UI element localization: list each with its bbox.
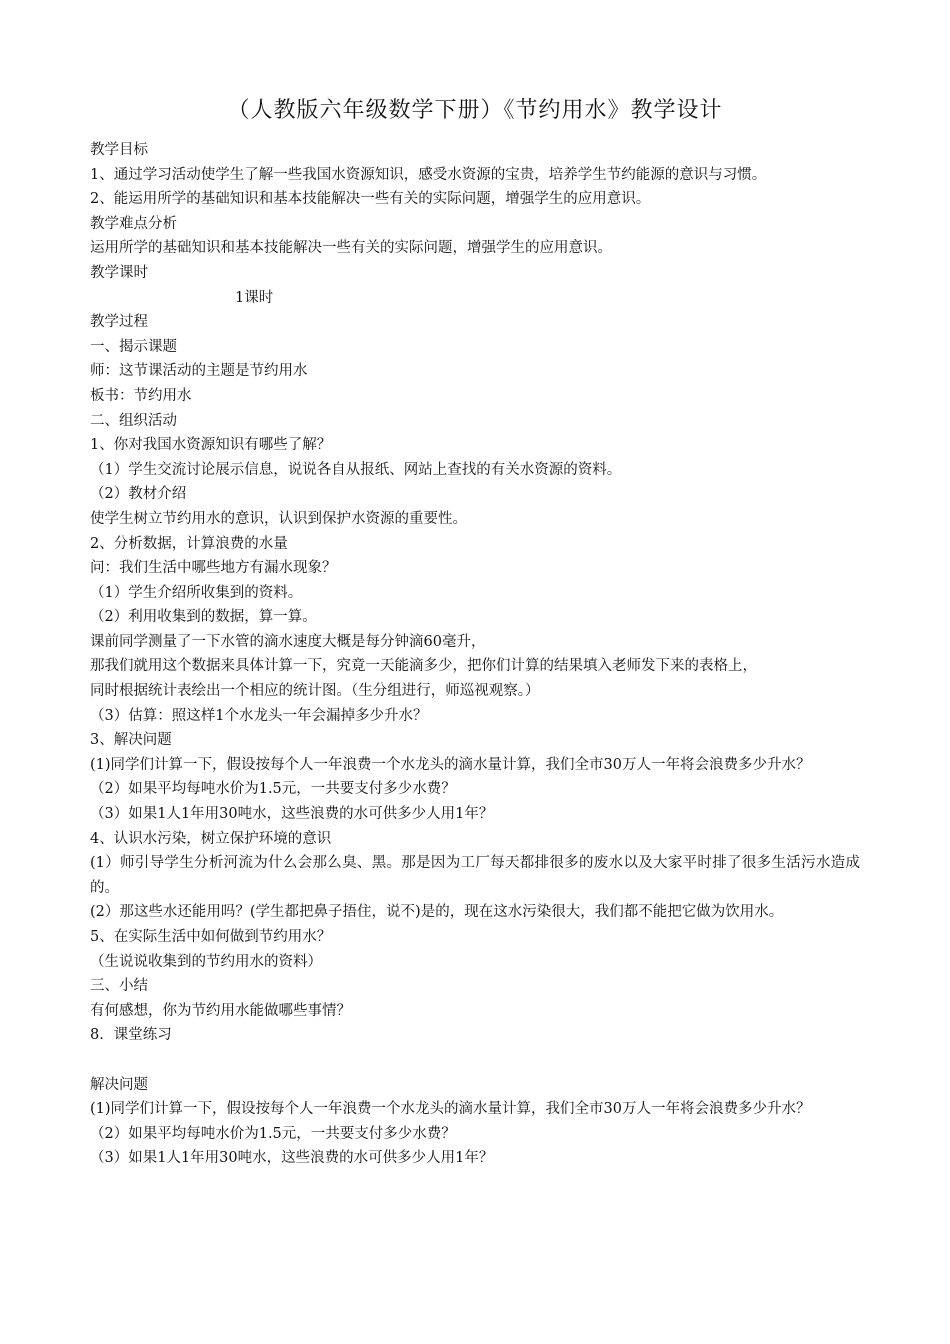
paragraph: （3）估算：照这样1个水龙头一年会漏掉多少升水？ <box>90 707 428 724</box>
paragraph: 有何感想，你为节约用水能做哪些事情？ <box>90 1002 351 1019</box>
paragraph: 问：我们生活中哪些地方有漏水现象？ <box>90 560 337 577</box>
paragraph: （3）如果1人1年用30吨水，这些浪费的水可供多少人用1年？ <box>90 806 494 823</box>
paragraph: 板书：节约用水 <box>90 387 192 404</box>
paragraph: 1、你对我国水资源知识有哪些了解？ <box>90 437 332 454</box>
paragraph: （2）利用收集到的数据，算一算。 <box>90 609 317 626</box>
paragraph: (2）那这些水还能用吗？(学生都把鼻子捂住，说不)是的，现在这水污染很大，我们都不能把它做为饮用水。 <box>90 904 784 921</box>
heading-difficulty-analysis: 教学难点分析 <box>90 215 177 232</box>
paragraph: 运用所学的基础知识和基本技能解决一些有关的实际问题，增强学生的应用意识。 <box>90 240 612 257</box>
objective-item: 1、通过学习活动使学生了解一些我国水资源知识，感受水资源的宝贵，培养学生节约能源的意识与习惯。 <box>90 166 767 183</box>
paragraph: 3、解决问题 <box>90 732 172 749</box>
paragraph: （1）学生介绍所收集到的资料。 <box>90 584 303 601</box>
paragraph: 2、分析数据，计算浪费的水量 <box>90 535 288 552</box>
paragraph: （2）如果平均每吨水价为1.5元，一共要支付多少水费？ <box>90 1125 456 1142</box>
paragraph: (1）师引导学生分析河流为什么会那么臭、黑。那是因为工厂每天都排很多的废水以及大家平时排了很多生活污水造成的。 <box>90 855 860 896</box>
heading-teaching-objectives: 教学目标 <box>90 142 148 158</box>
section-heading: 三、小结 <box>90 978 148 995</box>
objective-item: 2、能运用所学的基础知识和基本技能解决一些有关的实际问题，增强学生的应用意识。 <box>90 191 651 208</box>
document-title: （人教版六年级数学下册）《节约用水》教学设计 <box>227 98 723 123</box>
paragraph: (1)同学们计算一下，假设按每个人一年浪费一个水龙头的滴水量计算，我们全市30万人一年将会浪费多少升水？ <box>90 756 811 773</box>
section-heading: 一、揭示课题 <box>90 338 177 355</box>
heading-class-hours: 教学课时 <box>90 264 148 281</box>
paragraph: 师：这节课活动的主题是节约用水 <box>90 363 308 380</box>
paragraph: 5、在实际生活中如何做到节约用水？ <box>90 929 332 945</box>
document-body <box>90 138 860 1171</box>
paragraph: （2）教材介绍 <box>90 486 187 503</box>
paragraph: （3）如果1人1年用30吨水，这些浪费的水可供多少人用1年？ <box>90 1150 494 1167</box>
section-heading: 二、组织活动 <box>90 412 177 429</box>
paragraph: 解决问题 <box>90 1076 148 1093</box>
paragraph: （2）如果平均每吨水价为1.5元，一共要支付多少水费？ <box>90 781 456 798</box>
blank-line <box>90 1048 860 1073</box>
paragraph: (1)同学们计算一下，假设按每个人一年浪费一个水龙头的滴水量计算，我们全市30万人一年将会浪费多少升水？ <box>90 1101 811 1118</box>
paragraph: 同时根据统计表绘出一个相应的统计图。（生分组进行，师巡视观察。） <box>90 683 540 700</box>
paragraph: （1）学生交流讨论展示信息，说说各自从报纸、网站上查找的有关水资源的资料。 <box>90 461 622 478</box>
paragraph: （生说说收集到的节约用水的资料） <box>90 953 322 970</box>
paragraph: 4、认识水污染，树立保护环境的意识 <box>90 830 332 847</box>
class-hours-value: 1课时 <box>235 289 274 306</box>
paragraph: 课前同学测量了一下水管的滴水速度大概是每分钟滴60毫升， <box>90 633 486 650</box>
paragraph: 8．课堂练习 <box>90 1027 172 1044</box>
heading-teaching-process: 教学过程 <box>90 314 148 331</box>
paragraph: 那我们就用这个数据来具体计算一下，究竟一天能滴多少，把你们计算的结果填入老师发下来的表格上， <box>90 658 757 675</box>
paragraph: 使学生树立节约用水的意识，认识到保护水资源的重要性。 <box>90 510 467 527</box>
